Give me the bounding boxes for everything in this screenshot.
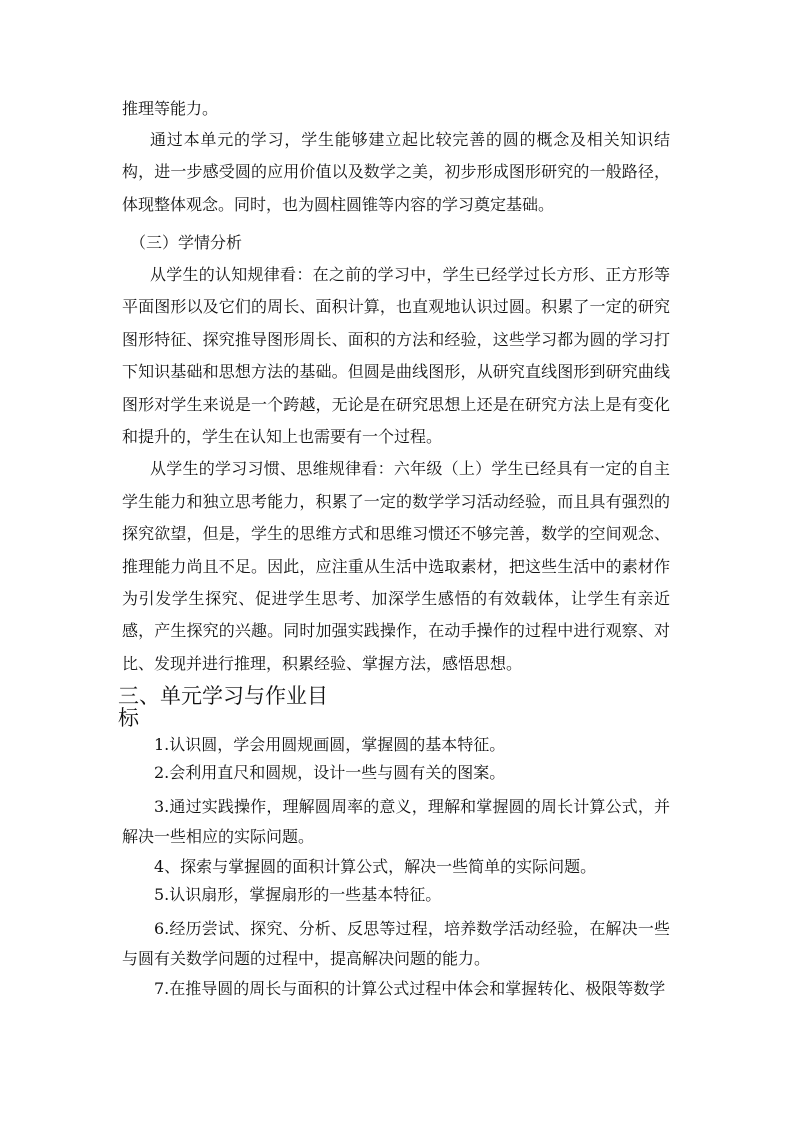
section-heading: 三、单元学习与作业目标 (118, 684, 328, 730)
unit-learning-paragraph-block (122, 124, 670, 221)
analysis-paragraph-habits: 从学生的学习习惯、思维规律看：六年级（上）学生已经具有一定的自主学生能力和独立思考能力，积累了一定的数学学习活动经验，而且具有强烈的探究欲望，但是，学生的思维方式和思维习惯还不够完善，数学的空间观念、推理能力尚且不足。因此，应注重从生活中选取素材，把这些生活中的素材作为引发学生探究、促进学生思考、加深学生感悟的有效载体，让学生有亲近感，产生探究的兴趣。同时加强实践操作，在动手操作的过程中进行观察、对比、发现并进行推理，积累经验、掌握方法，感悟思想。 (122, 459, 670, 673)
goal-item: 5.认识扇形，掌握扇形的一些基本特征。 (154, 885, 442, 904)
goal-item: 3.通过实践操作，理解圆周率的意义，理解和掌握圆的周长计算公式，并解决一些相应的实际问题。 (122, 797, 670, 846)
section-subtitle: （三）学情分析 (130, 233, 243, 252)
goal-item: 7.在推导圆的周长与面积的计算公式过程中体会和掌握转化、极限等数学 (154, 979, 666, 998)
goal-item: 2.会利用直尺和圆规，设计一些与圆有关的图案。 (154, 763, 506, 782)
analysis-block (122, 259, 670, 680)
goal-item: 1.认识圆，学会用圆规画圆，掌握圆的基本特征。 (154, 735, 506, 754)
unit-learning-paragraph: 通过本单元的学习，学生能够建立起比较完善的圆的概念及相关知识结构，进一步感受圆的应用价值以及数学之美，初步形成图形研究的一般路径，体现整体观念。同时，也为圆柱圆锥等内容的学习奠定基础。 (122, 130, 670, 214)
paragraph-continuation: 推理等能力。 (122, 99, 219, 118)
analysis-paragraph-cognition: 从学生的认知规律看：在之前的学习中，学生已经学过长方形、正方形等平面图形以及它们的周长、面积计算，也直观地认识过圆。积累了一定的研究图形特征、探究推导图形周长、面积的方法和经验，这些学习都为圆的学习打下知识基础和思想方法的基础。但圆是曲线图形，从研究直线图形到研究曲线图形对学生来说是一个跨越，无论是在研究思想上还是在研究方法上是有变化和提升的，学生在认知上也需要有一个过程。 (122, 265, 670, 447)
goal-item: 4、探索与掌握圆的面积计算公式，解决一些简单的实际问题。 (154, 857, 597, 876)
goal-item: 6.经历尝试、探究、分析、反思等过程，培养数学活动经验，在解决一些与圆有关数学问题的过程中，提高解决问题的能力。 (122, 919, 670, 968)
